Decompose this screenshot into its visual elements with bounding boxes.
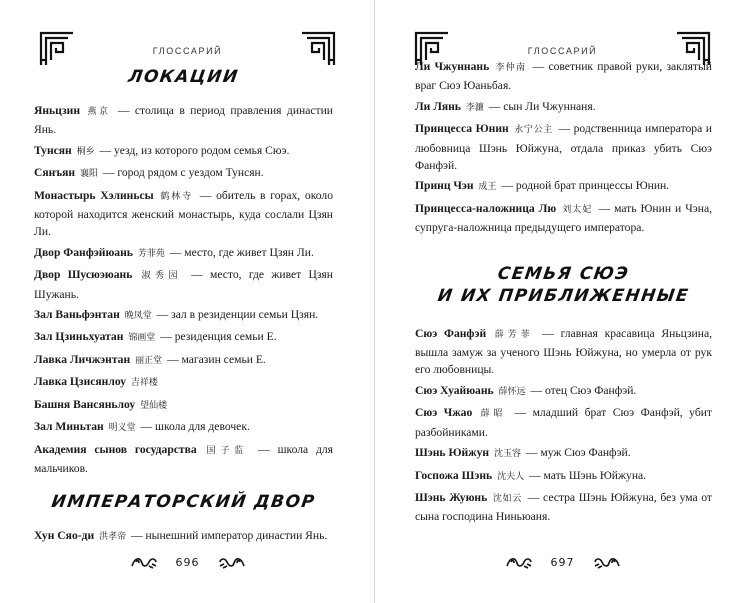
glossary-term: Сюэ Фанфэй xyxy=(415,326,487,340)
glossary-entry xyxy=(415,325,712,379)
chinese-characters: 丽正堂 xyxy=(135,355,163,366)
glossary-definition: — отец Сюэ Фанфэй. xyxy=(527,383,637,397)
glossary-definition: — место, где живет Цзян Шужань. xyxy=(34,268,333,301)
glossary-term: Сянъян xyxy=(34,166,76,180)
glossary-definition: — уезд, из которого родом семья Сюэ. xyxy=(96,143,290,157)
glossary-term: Зал Миньтан xyxy=(34,420,104,434)
page-number: 696 xyxy=(175,555,200,569)
glossary-term: Хун Сяо-ди xyxy=(34,529,95,543)
glossary-term: Шэнь Юйжун xyxy=(415,446,490,460)
glossary-entry xyxy=(415,98,712,117)
chinese-characters: 沈如云 xyxy=(492,493,523,504)
glossary-entry xyxy=(415,120,712,174)
glossary-definition: — главная красавица Яньцзина, вышла замуж за ученого Шэнь Юйжуна, но умерла от рук его любовницы. xyxy=(415,326,713,377)
chinese-characters: 洪孝帝 xyxy=(99,532,127,543)
glossary-list-court-continued xyxy=(415,58,712,237)
running-head: ГЛОССАРИЙ xyxy=(152,46,223,56)
chinese-characters: 吉祥楼 xyxy=(130,378,158,389)
glossary-definition: — город рядом с уездом Тунсян. xyxy=(99,166,264,180)
chinese-characters: 薛怀远 xyxy=(498,386,526,397)
glossary-entry xyxy=(34,328,333,347)
glossary-entry xyxy=(34,102,333,139)
chinese-characters: 鹤林寺 xyxy=(160,191,193,202)
glossary-term: Зал Ваньфэнтан xyxy=(34,308,120,322)
chinese-characters: 沈夫人 xyxy=(497,471,525,482)
right-page-content xyxy=(415,58,712,529)
page-number: 697 xyxy=(550,555,575,569)
chinese-characters: 成王 xyxy=(478,182,497,193)
glossary-list-imperial-court xyxy=(34,527,333,546)
glossary-term: Ли Лянь xyxy=(415,99,461,113)
chinese-characters: 薛昭 xyxy=(480,409,506,420)
glossary-definition: — школа для девочек. xyxy=(137,420,250,434)
chinese-characters: 淑秀园 xyxy=(141,271,182,282)
glossary-term: Ли Чжуннань xyxy=(415,60,490,73)
chinese-characters: 芳菲苑 xyxy=(137,248,165,259)
dragon-ornament-icon xyxy=(218,554,246,570)
glossary-term: Шэнь Жуюнь xyxy=(415,490,488,504)
glossary-term: Башня Вансяньлоу xyxy=(34,397,136,411)
glossary-term: Принцесса-наложница Лю xyxy=(415,201,557,215)
chinese-characters: 李濂 xyxy=(465,102,484,113)
glossary-term: Лавка Личжэнтан xyxy=(34,352,131,366)
glossary-definition: — родственница императора и любовница Шэнь Юйжуна, отдала приказ убить Сюэ Фанфэй. xyxy=(415,122,712,173)
glossary-term: Монастырь Хэлиньсы xyxy=(34,188,154,202)
right-page xyxy=(375,0,750,603)
glossary-entry xyxy=(415,489,712,526)
glossary-term: Госпожа Шэнь xyxy=(415,468,493,482)
glossary-list-xue-family xyxy=(415,325,712,526)
glossary-definition: — зал в резиденции семьи Цзян. xyxy=(153,308,319,322)
glossary-definition: — нынешний император династии Янь. xyxy=(128,529,328,543)
glossary-entry xyxy=(34,306,333,325)
glossary-entry xyxy=(34,187,333,241)
glossary-entry xyxy=(34,527,333,546)
glossary-entry xyxy=(415,177,712,196)
glossary-entry xyxy=(34,418,333,437)
glossary-term: Академия сынов государства xyxy=(34,442,197,456)
glossary-entry xyxy=(415,200,712,237)
glossary-term: Зал Цзиньхуатан xyxy=(34,330,124,344)
glossary-entry xyxy=(34,351,333,370)
chinese-characters: 襄阳 xyxy=(79,169,98,180)
chinese-characters: 燕京 xyxy=(87,107,111,117)
chinese-characters: 永宁公主 xyxy=(514,125,553,136)
glossary-entry xyxy=(34,441,333,478)
glossary-list-locations xyxy=(34,102,333,477)
glossary-term: Двор Фанфэйюань xyxy=(34,245,133,259)
chinese-characters: 薛芳菲 xyxy=(494,329,534,340)
section-title-xue-family: СЕМЬЯ СЮЭ xyxy=(496,263,631,284)
dragon-ornament-icon xyxy=(130,554,158,570)
chinese-characters: 望仙楼 xyxy=(140,400,168,411)
glossary-definition: — столица в период правления династии Янь. xyxy=(34,104,333,137)
glossary-definition: — советник правой руки, заклятый враг Сюэ Юаньбая. xyxy=(415,60,712,93)
glossary-term: Принц Чэн xyxy=(415,179,474,193)
chinese-characters: 国子监 xyxy=(206,445,249,456)
glossary-term: Тунсян xyxy=(34,143,72,157)
dragon-ornament-icon xyxy=(593,554,621,570)
chinese-characters: 锦画堂 xyxy=(128,333,156,344)
glossary-term: Лавка Цзисянлоу xyxy=(34,375,127,389)
glossary-definition: — сын Ли Чжуннаня. xyxy=(485,99,596,113)
glossary-entry xyxy=(415,404,712,441)
glossary-entry xyxy=(34,396,333,415)
glossary-entry xyxy=(415,58,712,95)
dragon-ornament-icon xyxy=(505,554,533,570)
glossary-definition: — магазин семьи Е. xyxy=(164,352,266,366)
glossary-term: Сюэ Чжао xyxy=(415,406,473,420)
glossary-term: Сюэ Хуайюань xyxy=(415,383,494,397)
chinese-characters: 李仲南 xyxy=(495,63,527,73)
glossary-entry xyxy=(34,244,333,263)
glossary-entry xyxy=(415,467,712,486)
glossary-term: Яньцзин xyxy=(34,104,81,117)
folio xyxy=(0,554,375,570)
glossary-entry xyxy=(34,164,333,183)
chinese-characters: 桐乡 xyxy=(76,146,95,157)
glossary-definition: — мать Юнин и Чэна, супруга-наложница предыдущего императора. xyxy=(415,201,712,235)
section-title-imperial-court: ИМПЕРАТОРСКИЙ ДВОР xyxy=(50,492,317,513)
chinese-characters: 刘太妃 xyxy=(562,204,593,215)
glossary-definition: — школа для мальчиков. xyxy=(34,442,333,475)
glossary-entry xyxy=(415,382,712,401)
glossary-entry xyxy=(34,142,333,161)
section-title-xue-family-sub: И ИХ ПРИБЛИЖЕННЫЕ xyxy=(436,285,691,306)
glossary-definition: — мать Шэнь Юйжуна. xyxy=(526,468,647,482)
glossary-definition: — сестра Шэнь Юйжуна, без ума от сына господина Ниньюаня. xyxy=(415,490,712,524)
section-title-locations: ЛОКАЦИИ xyxy=(126,67,241,87)
glossary-definition: — младший брат Сюэ Фанфэй, убит разбойниками. xyxy=(415,406,712,439)
glossary-definition: — родной брат принцессы Юнин. xyxy=(498,179,670,193)
glossary-definition: — резиденция семьи Е. xyxy=(157,330,277,344)
chinese-characters: 明义堂 xyxy=(108,423,136,434)
glossary-entry xyxy=(415,444,712,463)
running-head: ГЛОССАРИЙ xyxy=(527,46,598,56)
glossary-entry xyxy=(34,373,333,392)
folio xyxy=(375,554,750,570)
chinese-characters: 沈玉容 xyxy=(493,449,521,460)
left-page-content xyxy=(34,62,333,550)
glossary-definition: — место, где живет Цзян Ли. xyxy=(166,245,314,259)
chinese-characters: 晚凤堂 xyxy=(124,311,152,322)
glossary-definition: — муж Сюэ Фанфэй. xyxy=(523,446,631,460)
glossary-term: Принцесса Юнин xyxy=(415,122,509,136)
glossary-entry xyxy=(34,266,333,303)
glossary-definition: — обитель в горах, около которой находится женский монастырь, куда сослали Цзян Ли. xyxy=(34,188,333,239)
glossary-term: Двор Шусюэюань xyxy=(34,268,133,282)
